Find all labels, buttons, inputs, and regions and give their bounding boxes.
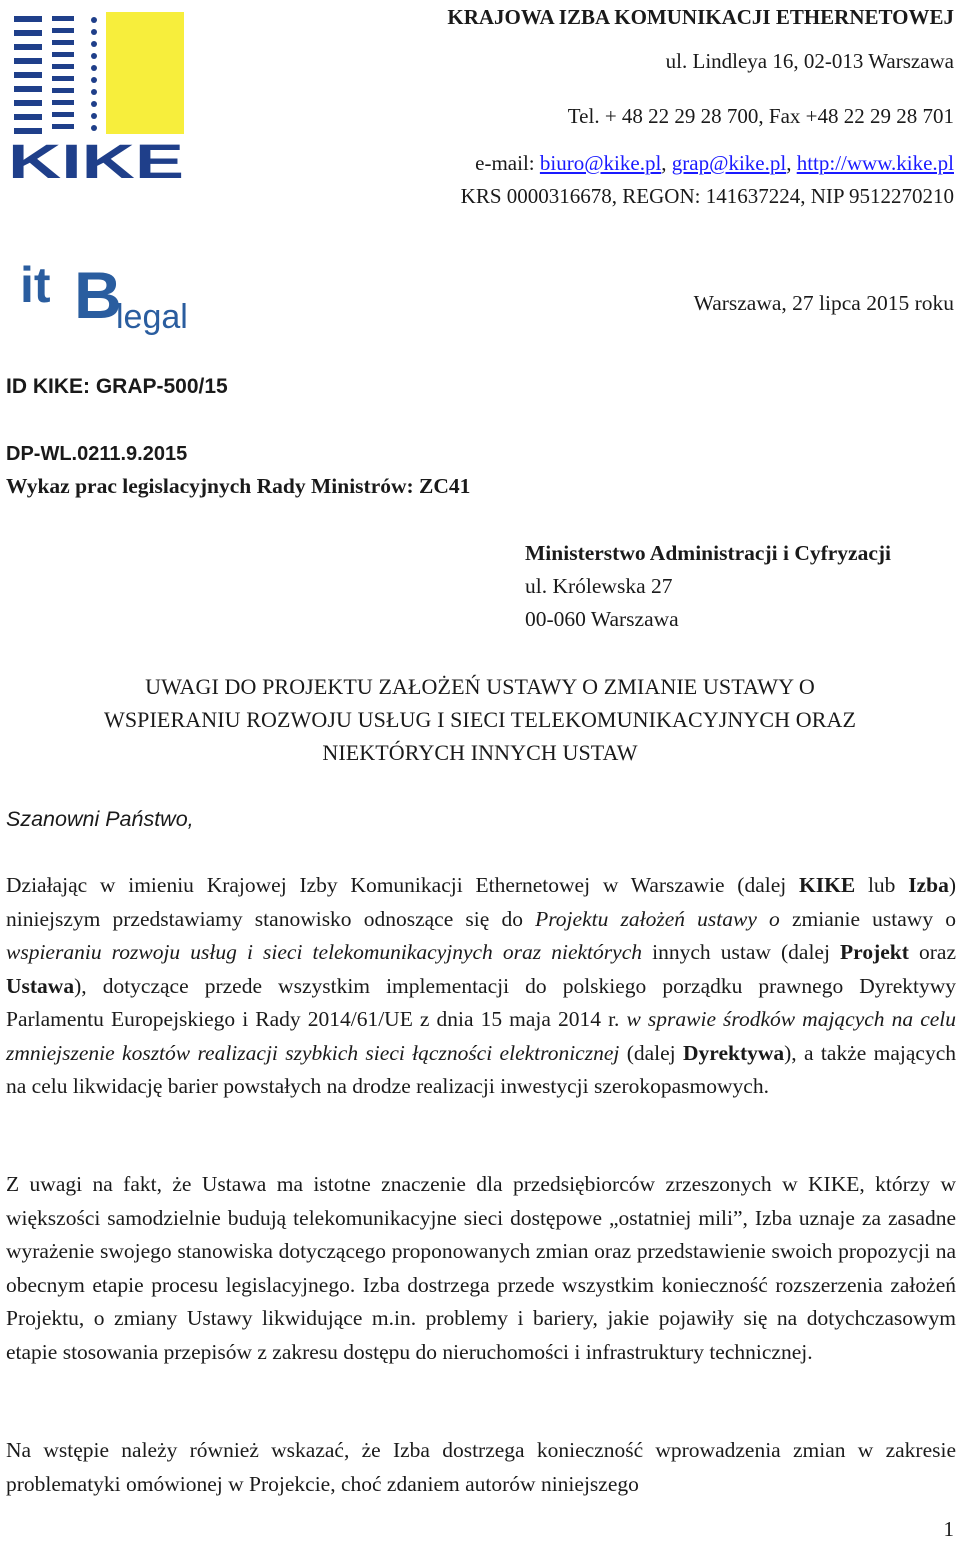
org-registry: KRS 0000316678, REGON: 141637224, NIP 9512270210 [460,184,954,208]
paragraph-2: Z uwagi na fakt, że Ustawa ma istotne znaczenie dla przedsiębiorców zrzeszonych w KIKE, którzy w większości samodzielnie budują telekomunikacyjne sieci dostępowe „ostatniej mili”, Izba uznaje za zasadne wyrażenie swojego stanowiska dotyczącego proponowanych zmian oraz przedstawienie swoich propozycji na obecnym etapie procesu legislacyjnego. Izba dostrzega przede wszystkim konieczność rozszerzenia założeń Projektu, o zmiany Ustawy likwidujące m.in. problemy i bariery, jakie pojawiły się na dotychczasowym etapie stosowania przepisów z zakresu dostępu do nieruchomości i infrastruktury technicznej. [6,1172,956,1364]
org-email-line [475,151,954,175]
org-phone: Tel. + 48 22 29 28 700, Fax +48 22 29 28 701 [567,104,954,128]
website-link[interactable]: http://www.kike.pl [796,151,954,175]
email-prefix: e-mail: [475,151,540,175]
id-kike-ref: ID KIKE: GRAP-500/15 [6,375,228,398]
document-title-line-1: UWAGI DO PROJEKTU ZAŁOŻEŃ USTAWY O ZMIANIE USTAWY O [145,674,815,699]
org-address: ul. Lindleya 16, 02-013 Warszawa [665,49,954,73]
page-number: 1 [943,1517,954,1541]
email-link-biuro[interactable]: biuro@kike.pl [539,151,662,175]
svg-text:it: it [20,257,51,313]
paragraph-1: Działając w imieniu Krajowej Izby Komunikacji Ethernetowej w Warszawie (dalej KIKE lub Izba) niniejszym przedstawiamy stanowisko odnoszące się do Projektu założeń ustawy o zmianie ustawy o wspieraniu rozwoju usług i sieci telekomunikacyjnych oraz niektórych innych ustaw (dalej Projekt oraz Ustawa), dotyczące przede wszystkim implementacji do polskiego porządku prawnego Dyrektywy Parlamentu Europejskiego i Rady 2014/61/UE z dnia 15 maja 2014 r. w sprawie środków mających na celu zmniejszenie kosztów realizacji szybkich sieci łączności elektronicznej (dalej Dyrektywa), a także mających na celu likwidację barier powstałych na drodze realizacji inwestycji szerokopasmowych. [6,873,957,1098]
recipient-city: 00-060 Warszawa [525,607,679,631]
dp-ref: DP-WL.0211.9.2015 [6,443,188,465]
document-title-line-3: NIEKTÓRYCH INNYCH USTAW [322,740,638,765]
email-link-grap[interactable]: grap@kike.pl [671,151,787,175]
kike-logo [6,2,188,182]
email-separator: , [661,151,672,175]
recipient-street: ul. Królewska 27 [525,574,673,598]
wykaz-ref: Wykaz prac legislacyjnych Rady Ministrów: ZC41 [6,474,471,498]
org-name: KRAJOWA IZBA KOMUNIKACJI ETHERNETOWEJ [447,5,954,29]
recipient-name: Ministerstwo Administracji i Cyfryzacji [525,541,892,565]
kike-logo-text: KIKE [8,136,184,182]
salutation: Szanowni Państwo, [6,807,194,831]
document-date: Warszawa, 27 lipca 2015 roku [693,291,954,315]
paragraph-3: Na wstępie należy również wskazać, że Izba dostrzega konieczność wprowadzenia zmian w zakresie problematyki omówionej w Projekcie, choć zdaniem autorów niniejszego [6,1438,956,1496]
svg-text:B: B [74,258,122,332]
email-separator: , [786,151,797,175]
svg-text:legal: legal [116,298,188,336]
itb-legal-logo [20,256,200,336]
document-title-line-2: WSPIERANIU ROZWOJU USŁUG I SIECI TELEKOMUNIKACYJNYCH ORAZ [103,707,857,732]
